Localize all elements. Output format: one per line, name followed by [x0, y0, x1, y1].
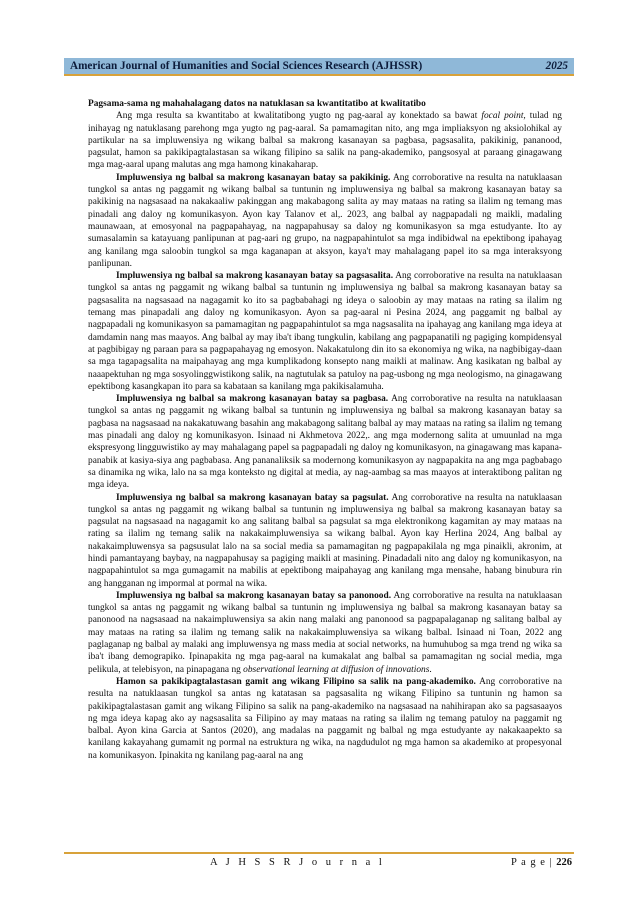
journal-title: American Journal of Humanities and Social Sciences Research (AJHSSR) [70, 60, 423, 72]
paragraph-listening [88, 172, 562, 270]
paragraph-viewing [88, 590, 562, 676]
journal-year: 2025 [545, 60, 568, 72]
intro-italic-term: focal point, [481, 111, 526, 122]
paragraph-text-end: . [429, 664, 432, 675]
paragraph-heading: Impluwensiya ng balbal sa makrong kasanayan batay sa pagsasalita. [116, 271, 394, 282]
paragraph-text: Ang corroborative na resulta na natuklaasan tungkol sa antas ng paggamit ng wikang balbal sa tuntunin ng impluwensiya ng balbal sa makrong kasanayan batay sa panonood na nagsasaad na nakaimpluwensiya sa akin nang malaki ang panonood sa pagpapalaganap ng salitang balbal ay may mataas na rating sa ilalim ng temang salik na nakakaimpluwensiya sa wikang balbal. Isinaad ni Toan, 2022 ang paglaganap ng balbal ay malaki ang impluwensya ng mass media at social networks, na humuhubog sa mga trend ng wika sa iba't ibang demograpiko. Ipinapakita ng mga pag-aaral na kumakalat ang balbal sa pamamagitan ng social media, mga pelikula, at telebisyon, na pinapagana ng [88, 590, 563, 675]
paragraph-speaking [88, 270, 562, 393]
paragraph-heading: Impluwensiya ng balbal sa makrong kasanayan batay sa pakikinig. [116, 172, 391, 183]
paragraph-academic-challenge [88, 676, 562, 762]
intro-text: Ang mga resulta sa kwantitabo at kwalitatibong yugto ng pag-aaral ay konektado sa bawat [116, 111, 482, 122]
article-body [88, 98, 562, 762]
journal-header-bar [64, 58, 574, 76]
paragraph-text: Ang corroborative na resulta na natuklaasan tungkol sa antas ng katatasan sa pagsasalita ng wikang Filipino sa tuntunin ng hamon sa pakikipagtalastasan gamit ang wikang Filipino sa salik na pang-akademiko na nagsasaad na nahihirapan ako sa pagsasaayos ng mga ideya kapag ako ay nagsasalita sa Filipino ay may mataas na rating sa ilalim ng temang patuloy na paggamit ng balbal. Ayon kina Garcia at Santos (2020), ang madalas na paggamit ng balbal ng mga estudyante ay nakakaapekto sa kanilang kakayahang gumamit ng pormal na estruktura ng wika, na nagdudulot ng mga hamon sa akademiko at propesyonal na komunikasyon. Ipinakita ng kanilang pag-aaral na ang [88, 676, 562, 761]
footer-page-info [511, 857, 572, 868]
footer-journal-name: A J H S S R J o u r n a l [210, 857, 385, 868]
intro-paragraph [88, 110, 562, 171]
paragraph-text: Ang corroborative na resulta na natuklaasan tungkol sa antas ng paggamit ng wikang balbal sa tuntunin ng impluwensiya ng balbal sa makrong kasanayan batay sa pagsulat na nagsasaad na nagagamit ko ang salitang balbal sa pagsulat sa mga elektronikong kagamitan ay may mataas na rating sa ilalim ng temang salik na nakakaimpluwensiya sa wikang balbal. Ayon kay Herlina 2024, Ang balbal ay nakakaimpluwensya sa pagsusulat lalo na sa social media sa pamamagitan ng pagpapakilala ng mga pinaikli, akronim, at hindi pamantayang baybay, na nagpapahusay sa pagiging maikli at masining. Pinadadali nito ang daloy ng komunikasyon, na nagpapahintulot sa mga gumagamit na mabilis at epektibong maipahayag ang kanilang mga mensahe, habang binubura rin ang hangganan ng impormal at pormal na wika. [88, 492, 562, 589]
paragraph-reading [88, 393, 562, 491]
footer-divider [64, 852, 574, 854]
paragraph-text: Ang corroborative na resulta na natuklaasan tungkol sa antas ng paggamit ng wikang balbal sa tuntunin ng impluwensiya ng balbal sa makrong kasanayan batay sa pagbasa na nagsasaad na nakakatuwang basahin ang makabagong salitang balbal ay may mataas na rating sa ilalim ng temang mas pinadali ang daloy ng komunikasyon. Isinaad ni Akhmetova 2022,. ang mga modernong salita at umuunlad na mga ekspresyong lingguwistiko ay may mahalagang papel sa pagpapadali ng daloy ng komunikasyon, na ginagawang mas kapana-panabik at kasiya-siya ang pagbabasa. Ang pananaliksik sa modernong komunikasyon ay nagpapakita na ang mga pagbabago sa dinamika ng wika, lalo na sa mga konteksto ng digital at media, ay nag-aambag sa mas maayos at interaktibong palitan ng mga ideya. [88, 394, 563, 491]
paragraph-heading: Impluwensiya ng balbal sa makrong kasanayan batay sa pagbasa. [116, 394, 389, 405]
page-number: 226 [556, 857, 572, 868]
paragraph-writing [88, 492, 562, 590]
intro-text-continued: tulad ng inihayag ng natuklasang parehong mga yugto ng pag-aaral. Sa pamamagitan nito, ang mga impliaksyon ng aksiolohikal ay partikular na sa impluwensiya ng wikang balbal sa makrong kasanayan sa pagbasa, pagsasalita, pakikinig, pananood, pagsulat, hamon sa pakikipagtalastasan sa wikang filipino sa salik na pang-akademiko, pangsosyal at paraang ginagawang mga mag-aaral upang malutas ang mga hamong kinakaharap. [88, 111, 562, 171]
page-label: P a g e | [511, 857, 553, 868]
section-heading: Pagsama-sama ng mahahalagang datos na natuklasan sa kwantitatibo at kwalitatibo [88, 99, 426, 109]
paragraph-heading: Impluwensiya ng balbal sa makrong kasanayan batay sa panonood. [116, 590, 392, 601]
paragraph-heading: Impluwensiya ng balbal sa makrong kasanayan batay sa pagsulat. [116, 492, 389, 503]
paragraph-text: Ang corroborative na resulta na natuklaasan tungkol sa antas ng paggamit ng wikang balbal sa tuntunin ng impluwensiya ng balbal sa makrong kasanayan batay sa pagsasalita na nagsasaad na nagagamit ko ito sa pagbabahagi ng ideya o saloobin ay may mataas na rating sa ilalim ng temang mas pinapadali ang daloy ng komunikasyon. Ayon sa pag-aaral ni Pesina 2024, ang paggamit ng balbal ay nagpapadali ng komunikasyon sa pamamagitan ng pagpapahintulot sa mga nagsasalita na ipahayag ang kanilang mga ideya at damdamin nang mas maayos. Ang balbal ay may iba't ibang tungkulin, kabilang ang pagpapanatili ng pagiging kompidensyal at pagbibigay ng paraan para sa pagpapahayag ng emosyon. Nakakatulong din ito sa ekonomiya ng wika, na nagbibigay-daan sa mga tagapagsalita na maipahayag ang mga kumplikadong konsepto nang maikli at malinaw. Ang kasikatan ng balbal ay naaapektuhan ng mga sosyolinggwistikong salik, na nagtutulak sa patuloy na pag-usbong ng mga neologismo, na ginagawang epektibong kasangkapan ito para sa kabataan sa kanilang mga pakikisalamuha. [88, 271, 563, 392]
paragraph-text: Ang corroborative na resulta na natuklaasan tungkol sa antas ng paggamit ng wikang balbal sa tuntunin ng impluwensiya ng balbal sa makrong kasanayan batay sa pakikinig na nagsasaad na nakakaaliw pakinggan ang makabagong salita ay may mataas na rating sa ilalim ng temang mas pinadali ang daloy ng komunikasyon. Ayon kay Talanov et al,. 2023, ang balbal ay nagpapadali ng maikli, madaling maunawaan, at emosyonal na pagpapahayag, na nagpapahusay sa daloy ng komunikasyon sa mga estudyante. Ito ay sumasalamin sa katayuang panlipunan at pag-aari ng grupo, na nagpapahintulot sa mga indibidwal na epektibong ipahayag ang kanilang mga saloobin tungkol sa mga kaganapan at aksyon, kaya't may mahalagang papel ito sa mga interaksyong panlipunan. [88, 172, 563, 269]
paragraph-italic-term: observational learning at diffusion of innovations [243, 664, 430, 675]
paragraph-heading: Hamon sa pakikipagtalastasan gamit ang wikang Filipino sa salik na pang-akademiko. [116, 676, 476, 687]
